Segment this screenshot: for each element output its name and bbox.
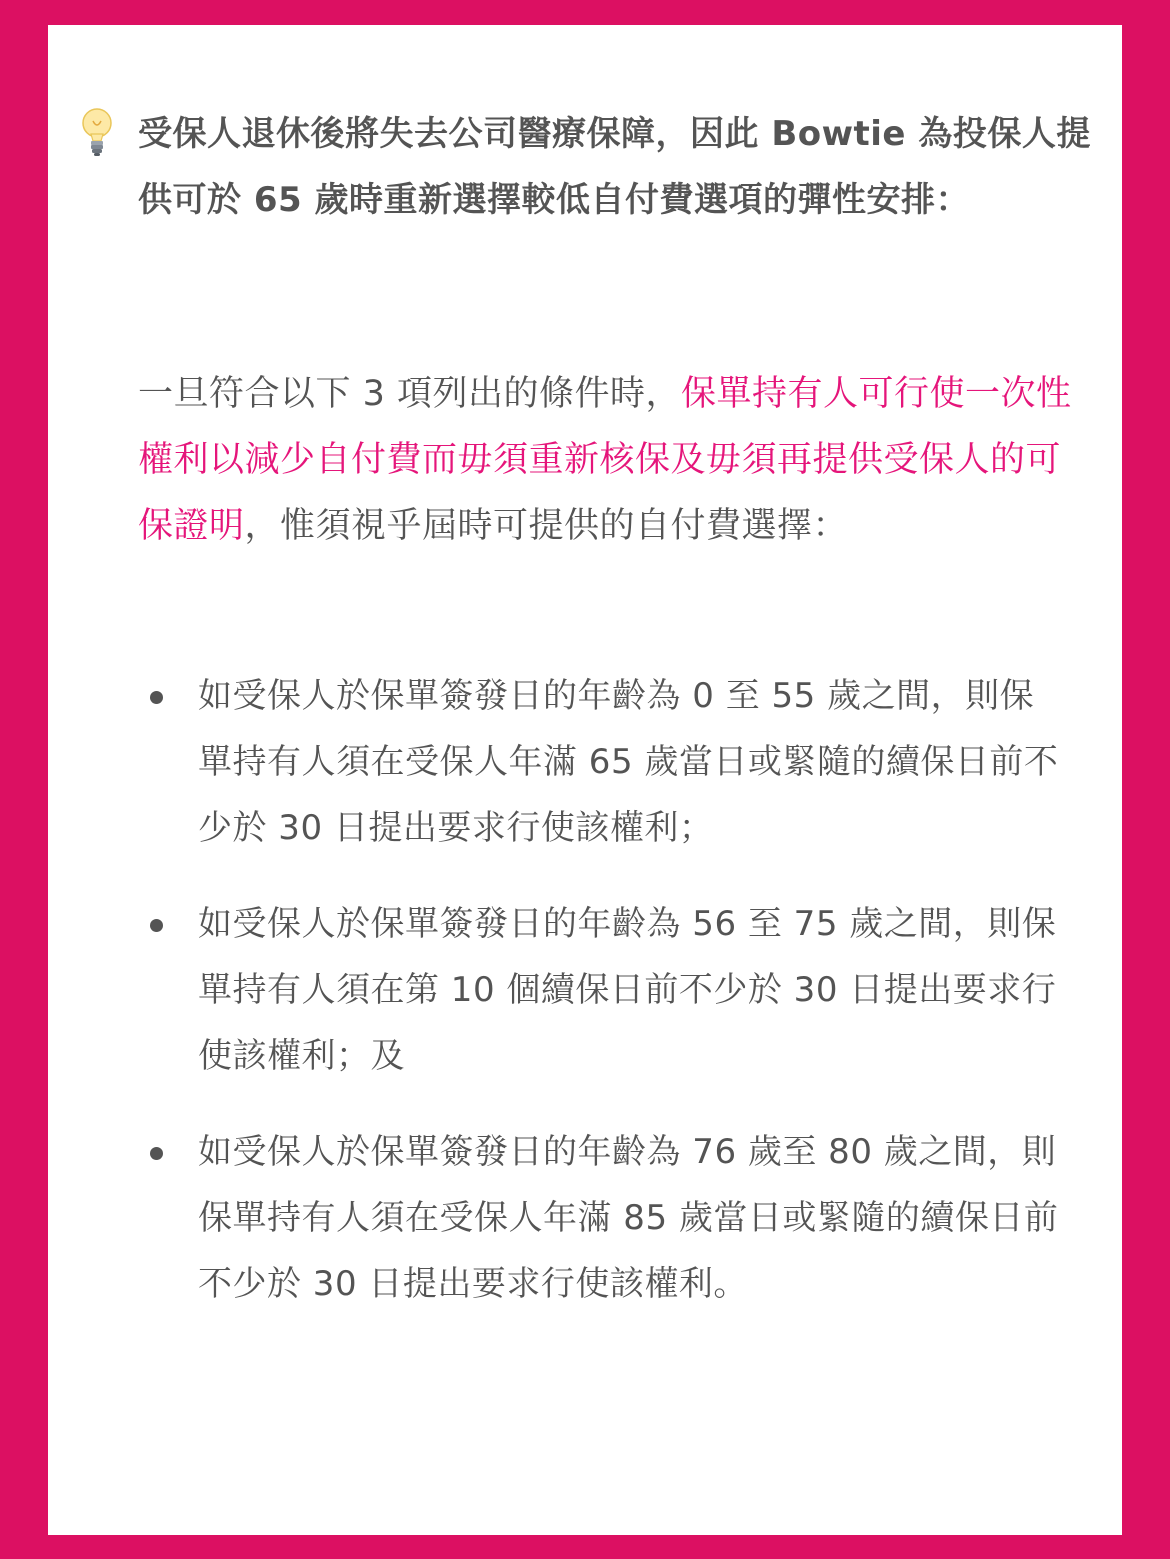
intro-paragraph [138, 361, 1088, 559]
tip-heading: 受保人退休後將失去公司醫療保障，因此 Bowtie 為投保人提供可於 65 歲時重新選擇較低自付費選項的彈性安排： [138, 114, 1091, 220]
intro-text-before: 一旦符合以下 3 項列出的條件時， [138, 374, 682, 414]
condition-item [148, 891, 1068, 1089]
condition-item [148, 663, 1068, 861]
intro-highlight-text: 保單持有人可行使一次性權利以減少自付費而毋須重新核保及毋須再提供受保人的可保證明 [138, 374, 1072, 546]
condition-text: 如受保人於保單簽發日的年齡為 56 至 75 歲之間，則保單持有人須在第 10 個續保日前不少於 30 日提出要求行使該權利；及 [198, 904, 1057, 1076]
conditions-list [148, 663, 1068, 1347]
lightbulb-icon [80, 107, 114, 159]
content-card [48, 25, 1122, 1535]
intro-text-after: ，惟須視乎屆時可提供的自付費選擇： [244, 506, 849, 546]
condition-item [148, 1119, 1068, 1317]
bullet-dot-icon [150, 1147, 163, 1160]
condition-text: 如受保人於保單簽發日的年齡為 0 至 55 歲之間，則保單持有人須在受保人年滿 65 歲當日或緊隨的續保日前不少於 30 日提出要求行使該權利； [198, 676, 1059, 848]
condition-text: 如受保人於保單簽發日的年齡為 76 歲至 80 歲之間，則保單持有人須在受保人年滿 85 歲當日或緊隨的續保日前不少於 30 日提出要求行使該權利。 [198, 1132, 1059, 1304]
bullet-dot-icon [150, 691, 163, 704]
bullet-dot-icon [150, 919, 163, 932]
